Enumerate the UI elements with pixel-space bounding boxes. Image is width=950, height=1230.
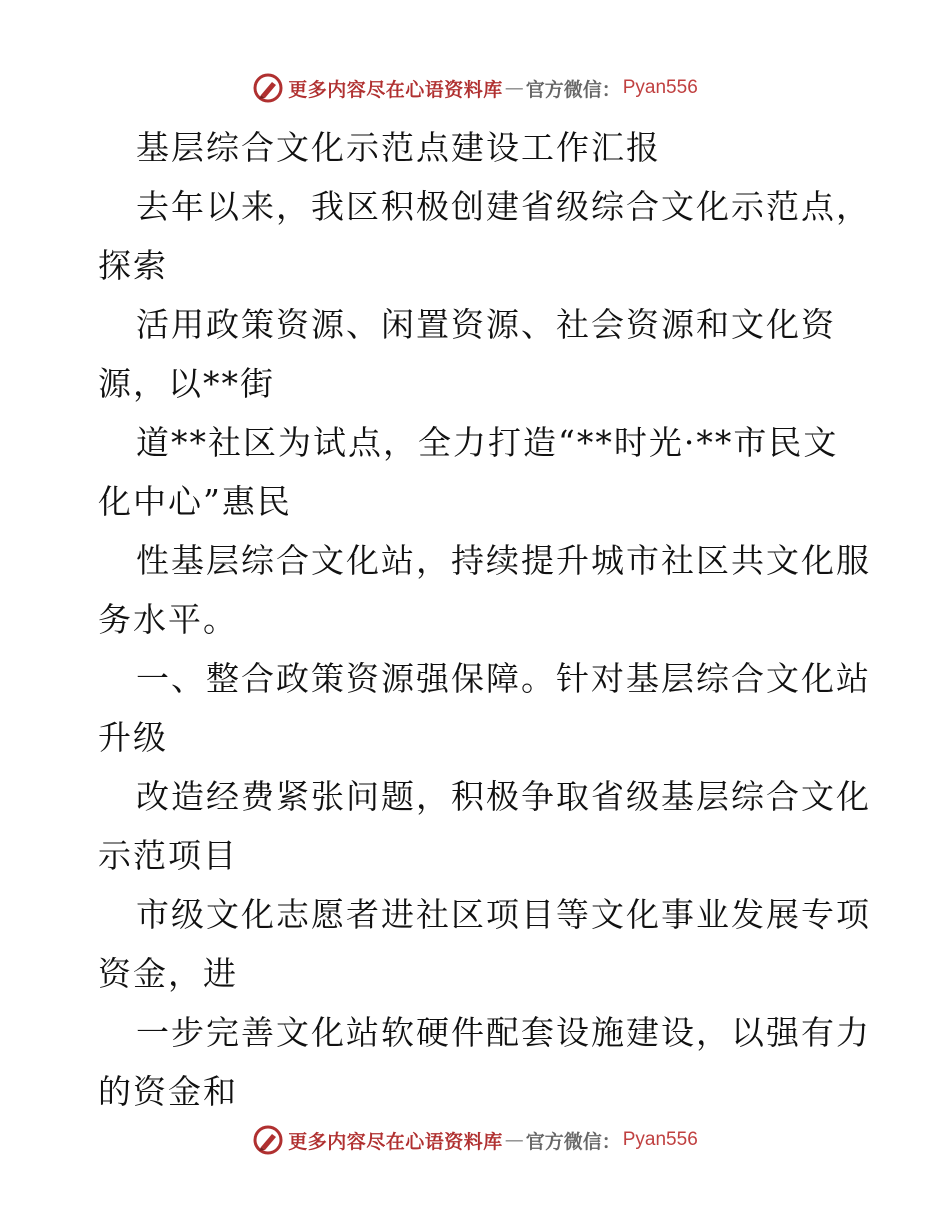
header-brand-text: 更多内容尽在心语资料库 — [288, 78, 503, 101]
body-line: 道**社区为试点，全力打造“**时光·**市民文 — [136, 423, 839, 462]
header-wechat-label: 官方微信： — [525, 78, 621, 101]
body-line: 去年以来，我区积极创建省级综合文化示范点， — [136, 187, 871, 226]
body-line: 化中心”惠民 — [98, 482, 292, 521]
body-line: 市级文化志愿者进社区项目等文化事业发展专项 — [136, 895, 871, 934]
footer-brand-text: 更多内容尽在心语资料库 — [288, 1130, 503, 1153]
footer-wechat-id: Pyan556 — [622, 1129, 698, 1150]
body-line: 性基层综合文化站，持续提升城市社区共文化服 — [136, 541, 871, 580]
body-line: 务水平。 — [98, 600, 238, 639]
body-line: 活用政策资源、闲置资源、社会资源和文化资 — [136, 305, 836, 344]
body-line: 资金，进 — [98, 954, 238, 993]
header-separator: — — [504, 77, 524, 99]
page-header-watermark — [0, 72, 950, 104]
header-wechat-id: Pyan556 — [622, 77, 698, 98]
footer-separator: — — [504, 1129, 524, 1151]
section-heading-line: 一、整合政策资源强保障。针对基层综合文化站 — [136, 659, 871, 698]
body-line: 的资金和 — [98, 1072, 238, 1111]
footer-wechat-label: 官方微信： — [525, 1130, 621, 1153]
body-line: 源，以**街 — [98, 364, 275, 403]
body-line: 升级 — [98, 718, 168, 757]
body-line: 改造经费紧张问题，积极争取省级基层综合文化 — [136, 777, 871, 816]
page-footer-watermark — [0, 1124, 950, 1156]
document-title: 基层综合文化示范点建设工作汇报 — [136, 128, 661, 167]
document-body — [98, 118, 871, 1121]
pen-logo-icon — [252, 1124, 284, 1156]
pen-logo-icon — [252, 72, 284, 104]
body-line: 示范项目 — [98, 836, 238, 875]
body-line: 一步完善文化站软硬件配套设施建设，以强有力 — [136, 1013, 871, 1052]
body-line: 探索 — [98, 246, 168, 285]
